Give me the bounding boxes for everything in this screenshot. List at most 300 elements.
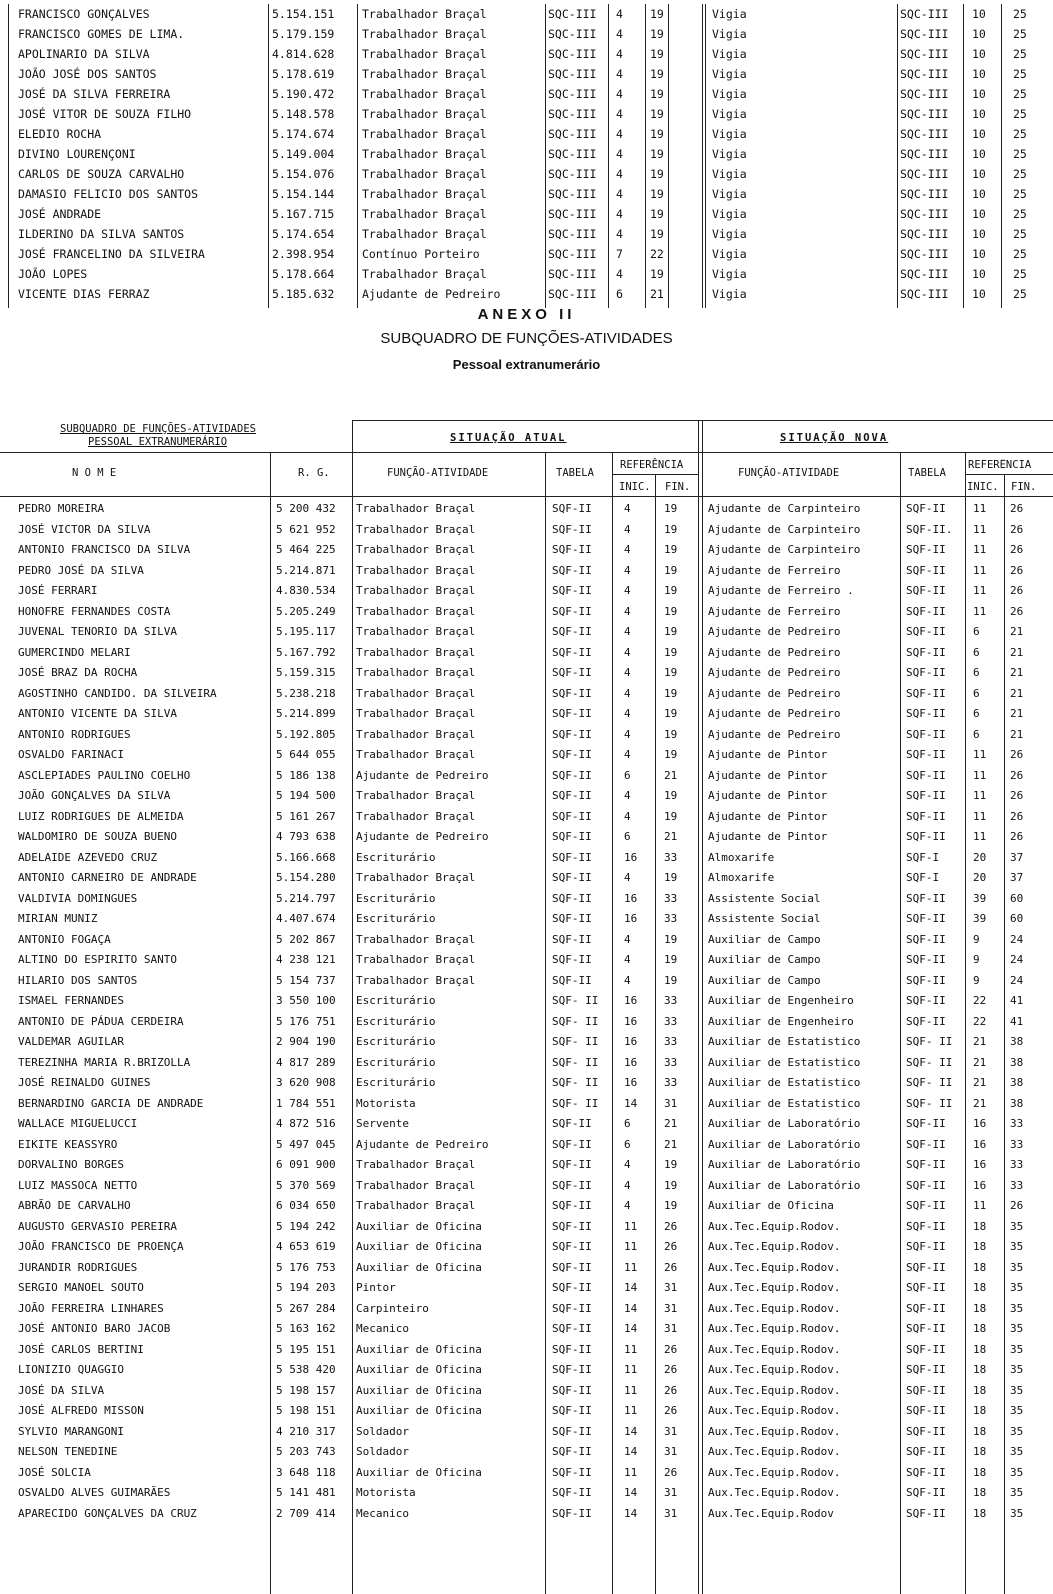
row-rg: 5 267 284 <box>276 1301 336 1315</box>
row-nova-ini: 16 <box>973 1117 987 1130</box>
top-fim: 19 <box>650 227 664 241</box>
row-rg: 5.154.280 <box>276 871 336 884</box>
top-fim: 19 <box>650 67 664 81</box>
row-funcao: Soldador <box>356 1445 409 1458</box>
top-nova-tabela: SQC-III <box>900 267 949 281</box>
top-table-rule <box>608 4 609 308</box>
top-ini: 4 <box>616 227 623 241</box>
top-ini: 4 <box>616 167 623 181</box>
main-table-row <box>0 1095 1053 1113</box>
row-name: JOSÉ VICTOR DA SILVA <box>18 522 151 536</box>
top-nova-ini: 10 <box>972 47 986 61</box>
main-table-rule <box>698 420 699 1594</box>
row-tabela: SQF-II <box>552 1199 592 1212</box>
top-funcao: Contínuo Porteiro <box>362 247 480 261</box>
row-name: JOSÉ REINALDO GUINES <box>18 1076 151 1089</box>
row-nova-tabela: SQF-II <box>906 809 946 823</box>
row-nova-fim: 35 <box>1010 1240 1024 1253</box>
row-nova-fim: 35 <box>1010 1383 1024 1397</box>
row-nova-fim: 24 <box>1010 953 1024 966</box>
row-nova-funcao: Ajudante de Ferreiro <box>708 563 841 577</box>
row-nova-tabela: SQF-II <box>906 666 946 679</box>
row-tabela: SQF-II <box>552 1260 592 1274</box>
row-ini: 14 <box>624 1301 638 1315</box>
row-tabela: SQF-II <box>552 645 592 659</box>
top-nova-tabela: SQC-III <box>900 107 949 121</box>
main-table-row <box>0 992 1053 1010</box>
row-fim: 19 <box>664 789 678 802</box>
row-tabela: SQF-II <box>552 1342 592 1356</box>
row-nova-tabela: SQF-II <box>906 1240 946 1253</box>
row-ini: 6 <box>624 1117 631 1130</box>
top-nova-tabela: SQC-III <box>900 7 949 21</box>
row-fim: 21 <box>664 1117 678 1130</box>
row-funcao: Auxiliar de Oficina <box>356 1219 482 1233</box>
row-funcao: Trabalhador Braçal <box>356 666 476 679</box>
row-tabela: SQF-II <box>552 707 592 720</box>
row-tabela: SQF- II <box>552 1014 599 1028</box>
main-table-row <box>0 623 1053 641</box>
row-ini: 4 <box>624 625 631 638</box>
top-table-rule <box>645 4 646 308</box>
row-funcao: Escriturário <box>356 1035 436 1048</box>
row-nova-funcao: Aux.Tec.Equip.Rodov. <box>708 1322 841 1335</box>
top-funcao: Trabalhador Braçal <box>362 67 487 81</box>
row-nova-funcao: Auxiliar de Laboratório <box>708 1137 861 1151</box>
row-name: ANTONIO RODRIGUES <box>18 727 131 741</box>
row-nova-fim: 35 <box>1010 1301 1024 1315</box>
row-name: OSVALDO FARINACI <box>18 748 124 761</box>
top-ini: 4 <box>616 47 623 61</box>
row-rg: 5.214.797 <box>276 891 336 905</box>
row-name: JOSÉ ANTONIO BARO JACOB <box>18 1322 171 1335</box>
row-ini: 4 <box>624 563 631 577</box>
row-nova-funcao: Auxiliar de Engenheiro <box>708 994 854 1007</box>
row-funcao: Escriturário <box>356 1014 436 1028</box>
row-tabela: SQF-II <box>552 891 592 905</box>
row-tabela: SQF-II <box>552 1178 592 1192</box>
row-name: LUIZ MASSOCA NETTO <box>18 1178 138 1192</box>
row-fim: 33 <box>664 1014 678 1028</box>
top-nova-funcao: Vigia <box>712 227 747 241</box>
top-table-row <box>0 24 1053 44</box>
top-fim: 19 <box>650 27 664 41</box>
row-ini: 16 <box>624 1035 638 1048</box>
top-table-rule <box>897 4 898 308</box>
top-rg: 2.398.954 <box>272 247 335 261</box>
row-tabela: SQF-II <box>552 1219 592 1233</box>
row-fim: 21 <box>664 768 678 782</box>
top-tabela: SQC-III <box>548 207 597 221</box>
row-rg: 5 161 267 <box>276 809 336 823</box>
row-ini: 11 <box>624 1219 638 1233</box>
situacao-nova-label: SITUAÇÃO NOVA <box>780 432 889 444</box>
row-tabela: SQF-II <box>552 1424 592 1438</box>
row-nova-fim: 35 <box>1010 1322 1024 1335</box>
main-table-row <box>0 664 1053 682</box>
row-funcao: Trabalhador Braçal <box>356 1199 476 1212</box>
row-nova-tabela: SQF-II <box>906 973 946 987</box>
row-nova-ini: 20 <box>973 871 987 884</box>
row-funcao: Servente <box>356 1117 409 1130</box>
row-nova-ini: 18 <box>973 1281 987 1294</box>
row-name: ANTONIO CARNEIRO DE ANDRADE <box>18 871 197 884</box>
row-rg: 5 141 481 <box>276 1486 336 1499</box>
row-nova-funcao: Ajudante de Ferreiro . <box>708 584 854 597</box>
row-nova-fim: 26 <box>1010 563 1024 577</box>
row-nova-fim: 26 <box>1010 789 1024 802</box>
row-nova-ini: 6 <box>973 625 980 638</box>
top-table-row <box>0 204 1053 224</box>
row-nova-ini: 6 <box>973 707 980 720</box>
row-nova-ini: 16 <box>973 1178 987 1192</box>
row-fim: 33 <box>664 1035 678 1048</box>
top-ini: 4 <box>616 207 623 221</box>
row-ini: 4 <box>624 789 631 802</box>
row-funcao: Auxiliar de Oficina <box>356 1383 482 1397</box>
top-nova-ini: 10 <box>972 247 986 261</box>
main-table-row <box>0 685 1053 703</box>
row-nova-fim: 21 <box>1010 625 1024 638</box>
row-fim: 19 <box>664 666 678 679</box>
row-name: SYLVIO MARANGONI <box>18 1424 124 1438</box>
row-funcao: Escriturário <box>356 891 436 905</box>
row-rg: 5.166.668 <box>276 850 336 864</box>
main-table-row <box>0 705 1053 723</box>
row-nova-fim: 26 <box>1010 768 1024 782</box>
col-referencia: REFERÊNCIA <box>620 459 684 471</box>
row-tabela: SQF-II <box>552 727 592 741</box>
top-name: CARLOS DE SOUZA CARVALHO <box>18 167 185 181</box>
row-ini: 4 <box>624 727 631 741</box>
top-ini: 4 <box>616 107 623 121</box>
row-rg: 4 210 317 <box>276 1424 336 1438</box>
row-fim: 33 <box>664 1055 678 1069</box>
row-funcao: Carpinteiro <box>356 1301 429 1315</box>
row-tabela: SQF-II <box>552 932 592 946</box>
row-ini: 4 <box>624 502 631 515</box>
caption-line-2: PESSOAL EXTRANUMERÁRIO <box>88 436 228 448</box>
situacao-atual-label: SITUAÇÃO ATUAL <box>450 432 567 444</box>
row-tabela: SQF-II <box>552 1158 592 1171</box>
row-nova-ini: 21 <box>973 1096 987 1110</box>
top-table-row <box>0 144 1053 164</box>
row-funcao: Motorista <box>356 1486 416 1499</box>
top-nova-funcao: Vigia <box>712 247 747 261</box>
row-nova-tabela: SQF-II <box>906 1322 946 1335</box>
row-name: LUIZ RODRIGUES DE ALMEIDA <box>18 809 184 823</box>
top-nova-funcao: Vigia <box>712 287 747 301</box>
top-rg: 5.167.715 <box>272 207 335 221</box>
row-nova-funcao: Aux.Tec.Equip.Rodov. <box>708 1342 841 1356</box>
row-nova-tabela: SQF-II <box>906 1158 946 1171</box>
row-ini: 4 <box>624 584 631 597</box>
caption-line-1: SUBQUADRO DE FUNÇÕES-ATIVIDADES <box>60 423 256 435</box>
row-nova-funcao: Almoxarife <box>708 871 775 884</box>
top-name: JOÃO JOSÉ DOS SANTOS <box>18 67 157 81</box>
top-name: DIVINO LOURENÇONI <box>18 147 136 161</box>
row-nova-tabela: SQF-I <box>906 850 940 864</box>
row-nova-funcao: Aux.Tec.Equip.Rodov. <box>708 1301 841 1315</box>
top-tabela: SQC-III <box>548 127 597 141</box>
main-table-row <box>0 951 1053 969</box>
row-tabela: SQF-II <box>552 973 592 987</box>
main-table-row <box>0 1361 1053 1379</box>
main-table-row <box>0 746 1053 764</box>
row-nova-tabela: SQF-II <box>906 953 946 966</box>
row-nova-ini: 16 <box>973 1158 987 1171</box>
row-nova-ini: 6 <box>973 727 980 741</box>
main-table-rule <box>352 420 353 1594</box>
row-name: ADELAIDE AZEVEDO CRUZ <box>18 850 158 864</box>
row-nova-ini: 18 <box>973 1404 987 1417</box>
top-table-row <box>0 124 1053 144</box>
row-ini: 4 <box>624 645 631 659</box>
row-ini: 6 <box>624 830 631 843</box>
row-nova-ini: 9 <box>973 953 980 966</box>
row-name: AGOSTINHO CANDIDO. DA SILVEIRA <box>18 686 217 700</box>
top-nova-ini: 10 <box>972 7 986 21</box>
main-table-row <box>0 1033 1053 1051</box>
top-nova-funcao: Vigia <box>712 47 747 61</box>
row-name: GUMERCINDO MELARI <box>18 645 131 659</box>
top-nova-funcao: Vigia <box>712 267 747 281</box>
top-ini: 7 <box>616 247 623 261</box>
row-nova-fim: 26 <box>1010 809 1024 823</box>
row-nova-ini: 18 <box>973 1219 987 1233</box>
row-rg: 4 793 638 <box>276 830 336 843</box>
row-tabela: SQF- II <box>552 1096 599 1110</box>
row-fim: 33 <box>664 994 678 1007</box>
row-nova-tabela: SQF- II <box>906 1035 953 1048</box>
row-name: JOSÉ DA SILVA <box>18 1383 105 1397</box>
top-nova-ini: 10 <box>972 167 986 181</box>
row-fim: 19 <box>664 584 678 597</box>
row-tabela: SQF-II <box>552 809 592 823</box>
row-fim: 26 <box>664 1219 678 1233</box>
top-nova-ini: 10 <box>972 67 986 81</box>
row-funcao: Trabalhador Braçal <box>356 563 476 577</box>
row-nova-funcao: Ajudante de Pintor <box>708 748 828 761</box>
row-nova-tabela: SQF-II <box>906 912 946 925</box>
col-tabela: TABELA <box>556 467 594 479</box>
row-nova-tabela: SQF-II <box>906 707 946 720</box>
row-funcao: Ajudante de Pedreiro <box>356 1137 489 1151</box>
top-table-row <box>0 244 1053 264</box>
row-nova-funcao: Aux.Tec.Equip.Rodov. <box>708 1486 841 1499</box>
row-nova-funcao: Auxiliar de Laboratório <box>708 1117 861 1130</box>
row-fim: 26 <box>664 1240 678 1253</box>
row-nova-fim: 26 <box>1010 502 1024 515</box>
row-tabela: SQF- II <box>552 1076 599 1089</box>
row-fim: 19 <box>664 973 678 987</box>
row-name: APARECIDO GONÇALVES DA CRUZ <box>18 1506 197 1520</box>
row-nova-funcao: Auxiliar de Engenheiro <box>708 1014 854 1028</box>
row-nova-tabela: SQF-II <box>906 1424 946 1438</box>
row-tabela: SQF-II <box>552 502 592 515</box>
row-nova-fim: 38 <box>1010 1076 1024 1089</box>
row-nova-funcao: Auxiliar de Laboratório <box>708 1158 861 1171</box>
row-name: JUVENAL TENORIO DA SILVA <box>18 625 177 638</box>
row-name: BERNARDINO GARCIA DE ANDRADE <box>18 1096 204 1110</box>
row-funcao: Trabalhador Braçal <box>356 625 476 638</box>
row-ini: 4 <box>624 871 631 884</box>
row-rg: 4.830.534 <box>276 584 336 597</box>
row-tabela: SQF-II <box>552 686 592 700</box>
top-funcao: Trabalhador Braçal <box>362 187 487 201</box>
row-ini: 11 <box>624 1465 638 1479</box>
row-name: JOSÉ SOLCIA <box>18 1465 91 1479</box>
top-tabela: SQC-III <box>548 187 597 201</box>
row-nova-fim: 37 <box>1010 850 1024 864</box>
row-nova-fim: 26 <box>1010 522 1024 536</box>
row-name: ANTONIO FOGAÇA <box>18 932 111 946</box>
main-table-row <box>0 582 1053 600</box>
row-nova-tabela: SQF-II <box>906 891 946 905</box>
top-table-rule <box>705 4 706 308</box>
row-name: JURANDIR RODRIGUES <box>18 1260 138 1274</box>
row-tabela: SQF-II <box>552 666 592 679</box>
row-fim: 26 <box>664 1465 678 1479</box>
row-nova-funcao: Ajudante de Pintor <box>708 830 828 843</box>
row-tabela: SQF-II <box>552 768 592 782</box>
main-table-row <box>0 1197 1053 1215</box>
row-nova-tabela: SQF-II <box>906 1486 946 1499</box>
top-tabela: SQC-III <box>548 7 597 21</box>
top-ini: 4 <box>616 7 623 21</box>
row-nova-tabela: SQF- II <box>906 1055 953 1069</box>
row-ini: 4 <box>624 686 631 700</box>
row-nova-tabela: SQF-II <box>906 727 946 741</box>
top-nova-fim: 25 <box>1013 227 1027 241</box>
row-name: EIKITE KEASSYRO <box>18 1137 118 1151</box>
row-nova-fim: 35 <box>1010 1219 1024 1233</box>
row-nova-ini: 6 <box>973 645 980 659</box>
top-funcao: Trabalhador Braçal <box>362 127 487 141</box>
top-nova-ini: 10 <box>972 187 986 201</box>
top-funcao: Trabalhador Braçal <box>362 267 487 281</box>
top-nova-tabela: SQC-III <box>900 187 949 201</box>
row-nova-fim: 37 <box>1010 871 1024 884</box>
row-fim: 31 <box>664 1096 678 1110</box>
row-nova-funcao: Ajudante de Pintor <box>708 768 828 782</box>
row-nova-ini: 18 <box>973 1383 987 1397</box>
row-nova-funcao: Ajudante de Pedreiro <box>708 707 841 720</box>
main-table-row <box>0 1484 1053 1502</box>
row-nova-ini: 18 <box>973 1260 987 1274</box>
row-funcao: Motorista <box>356 1096 416 1110</box>
top-rg: 5.174.674 <box>272 127 335 141</box>
top-table-row <box>0 84 1053 104</box>
row-rg: 5.205.249 <box>276 604 336 618</box>
main-table-row <box>0 1505 1053 1523</box>
row-nova-funcao: Aux.Tec.Equip.Rodov. <box>708 1219 841 1233</box>
row-ini: 6 <box>624 768 631 782</box>
main-table-rule <box>702 420 703 1594</box>
top-nova-funcao: Vigia <box>712 147 747 161</box>
row-nova-fim: 21 <box>1010 686 1024 700</box>
top-fim: 19 <box>650 87 664 101</box>
main-table-row <box>0 849 1053 867</box>
top-table-row <box>0 104 1053 124</box>
row-ini: 14 <box>624 1322 638 1335</box>
col-nova-tabela: TABELA <box>908 467 946 479</box>
row-nova-fim: 26 <box>1010 748 1024 761</box>
row-funcao: Trabalhador Braçal <box>356 604 476 618</box>
main-table-row <box>0 767 1053 785</box>
annex-subtitle-2: Pessoal extranumerário <box>452 357 601 372</box>
row-nova-fim: 33 <box>1010 1178 1024 1192</box>
row-tabela: SQF- II <box>552 1055 599 1069</box>
row-name: DORVALINO BORGES <box>18 1158 124 1171</box>
top-nova-ini: 10 <box>972 27 986 41</box>
row-fim: 26 <box>664 1260 678 1274</box>
top-nova-funcao: Vigia <box>712 27 747 41</box>
row-nova-ini: 18 <box>973 1424 987 1438</box>
row-funcao: Escriturário <box>356 912 436 925</box>
main-table-row <box>0 1013 1053 1031</box>
row-ini: 11 <box>624 1260 638 1274</box>
row-tabela: SQF-II <box>552 1445 592 1458</box>
row-ini: 4 <box>624 953 631 966</box>
top-nova-tabela: SQC-III <box>900 147 949 161</box>
row-fim: 19 <box>664 686 678 700</box>
col-nome: N O M E <box>72 467 117 479</box>
row-fim: 33 <box>664 1076 678 1089</box>
row-ini: 16 <box>624 994 638 1007</box>
row-rg: 5 370 569 <box>276 1178 336 1192</box>
row-ini: 16 <box>624 1076 638 1089</box>
top-rg: 5.154.076 <box>272 167 335 181</box>
row-nova-funcao: Aux.Tec.Equip.Rodov. <box>708 1363 841 1376</box>
top-funcao: Trabalhador Braçal <box>362 147 487 161</box>
row-nova-tabela: SQF-II. <box>906 522 953 536</box>
row-name: ANTONIO DE PÁDUA CERDEIRA <box>18 1014 184 1028</box>
row-name: JOÃO GONÇALVES DA SILVA <box>18 789 171 802</box>
top-nova-tabela: SQC-III <box>900 87 949 101</box>
row-nova-funcao: Ajudante de Ferreiro <box>708 604 841 618</box>
row-rg: 5 154 737 <box>276 973 336 987</box>
row-name: OSVALDO ALVES GUIMARÃES <box>18 1486 171 1499</box>
row-rg: 4 653 619 <box>276 1240 336 1253</box>
row-rg: 5 644 055 <box>276 748 336 761</box>
row-nova-fim: 38 <box>1010 1096 1024 1110</box>
row-rg: 3 648 118 <box>276 1465 336 1479</box>
top-table-rule <box>963 4 964 308</box>
row-tabela: SQF- II <box>552 1035 599 1048</box>
row-rg: 5 176 751 <box>276 1014 336 1028</box>
row-nova-ini: 20 <box>973 850 987 864</box>
main-table-row <box>0 1423 1053 1441</box>
row-name: AUGUSTO GERVASIO PEREIRA <box>18 1219 177 1233</box>
col-funcao: FUNÇÃO-ATIVIDADE <box>387 467 489 479</box>
row-nova-tabela: SQF-I <box>906 871 940 884</box>
main-table-rule <box>270 452 271 1594</box>
top-tabela: SQC-III <box>548 227 597 241</box>
top-nova-tabela: SQC-III <box>900 67 949 81</box>
row-name: NELSON TENEDINE <box>18 1445 118 1458</box>
row-name: HILARIO DOS SANTOS <box>18 973 138 987</box>
top-nova-fim: 25 <box>1013 247 1027 261</box>
main-table-row <box>0 1279 1053 1297</box>
top-rg: 5.154.151 <box>272 7 335 21</box>
row-nova-ini: 11 <box>973 748 987 761</box>
top-nova-fim: 25 <box>1013 267 1027 281</box>
row-nova-fim: 60 <box>1010 912 1024 925</box>
row-nova-fim: 41 <box>1010 994 1024 1007</box>
row-nova-ini: 6 <box>973 686 980 700</box>
row-nova-funcao: Ajudante de Pedreiro <box>708 727 841 741</box>
